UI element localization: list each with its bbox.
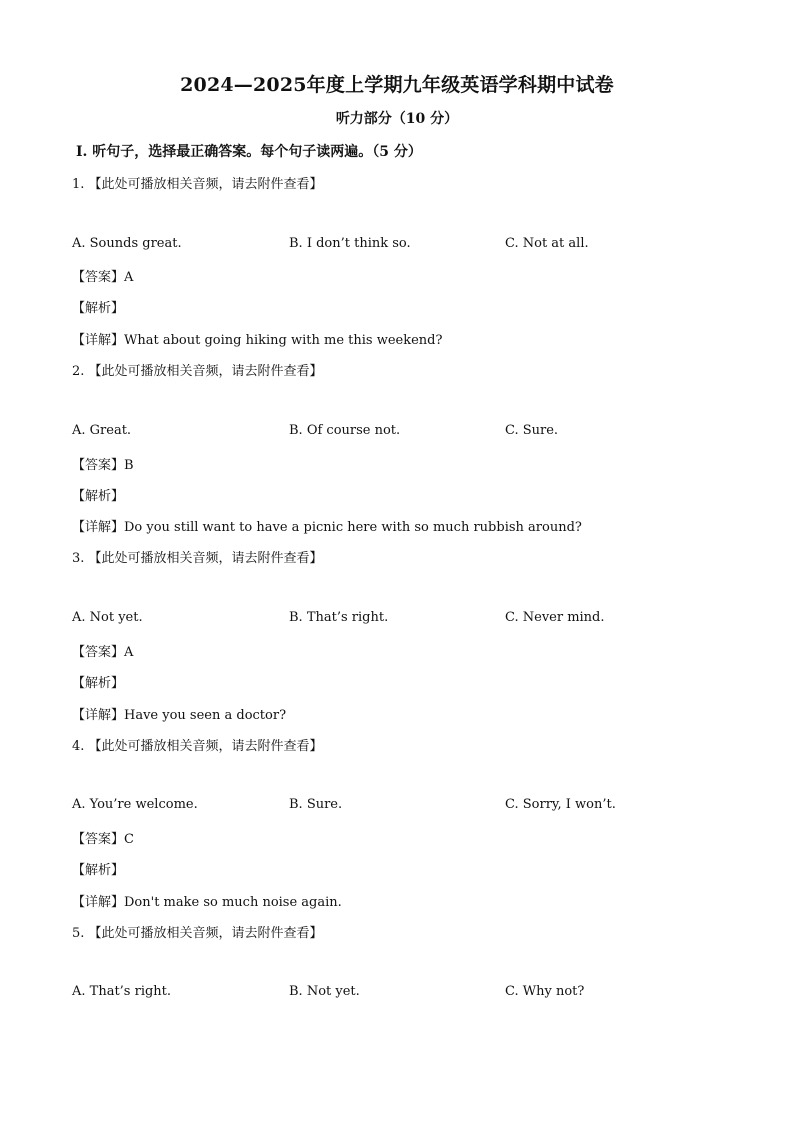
section-heading: Ⅰ. 听句子，选择最正确答案。每个句子读两遍。（5 分） [76, 144, 422, 160]
question-1-option-b: B. I don’t think so. [289, 236, 411, 251]
page-title: 2024—2025年度上学期九年级英语学科期中试卷 [180, 74, 614, 96]
question-1-prompt[interactable]: 1. 【此处可播放相关音频，请去附件查看】 [72, 177, 323, 192]
question-3-detail: 【详解】Have you seen a doctor? [72, 708, 287, 723]
question-2-option-b: B. Of course not. [289, 423, 401, 438]
question-3-answer: 【答案】A [72, 645, 134, 660]
question-3-option-a: A. Not yet. [72, 610, 143, 625]
question-3-analysis: 【解析】 [72, 676, 125, 691]
question-5-option-c: C. Why not? [505, 984, 585, 999]
question-4-option-c: C. Sorry, I won’t. [505, 797, 616, 812]
question-4-answer: 【答案】C [72, 832, 134, 847]
question-2-answer: 【答案】B [72, 458, 134, 473]
question-2-analysis: 【解析】 [72, 489, 125, 504]
question-3-option-b: B. That’s right. [289, 610, 389, 625]
question-4-prompt[interactable]: 4. 【此处可播放相关音频，请去附件查看】 [72, 739, 323, 754]
question-5-prompt[interactable]: 5. 【此处可播放相关音频，请去附件查看】 [72, 926, 323, 941]
question-1-answer: 【答案】A [72, 270, 134, 285]
question-2-prompt[interactable]: 2. 【此处可播放相关音频，请去附件查看】 [72, 364, 323, 379]
question-4-analysis: 【解析】 [72, 863, 125, 878]
question-1-detail: 【详解】What about going hiking with me this weekend? [72, 333, 443, 348]
question-1-option-c: C. Not at all. [505, 236, 589, 251]
question-2-detail: 【详解】Do you still want to have a picnic here with so much rubbish around? [72, 520, 582, 535]
question-2-option-a: A. Great. [72, 423, 132, 438]
question-1-analysis: 【解析】 [72, 301, 125, 316]
question-3-option-c: C. Never mind. [505, 610, 605, 625]
page-subtitle: 听力部分（10 分） [335, 111, 459, 127]
question-1-option-a: A. Sounds great. [72, 236, 182, 251]
question-4-option-a: A. You’re welcome. [72, 797, 198, 812]
question-5-option-b: B. Not yet. [289, 984, 360, 999]
question-2-option-c: C. Sure. [505, 423, 559, 438]
question-4-detail: 【详解】Don't make so much noise again. [72, 895, 342, 910]
question-3-prompt[interactable]: 3. 【此处可播放相关音频，请去附件查看】 [72, 551, 323, 566]
question-5-option-a: A. That’s right. [72, 984, 172, 999]
question-4-option-b: B. Sure. [289, 797, 343, 812]
